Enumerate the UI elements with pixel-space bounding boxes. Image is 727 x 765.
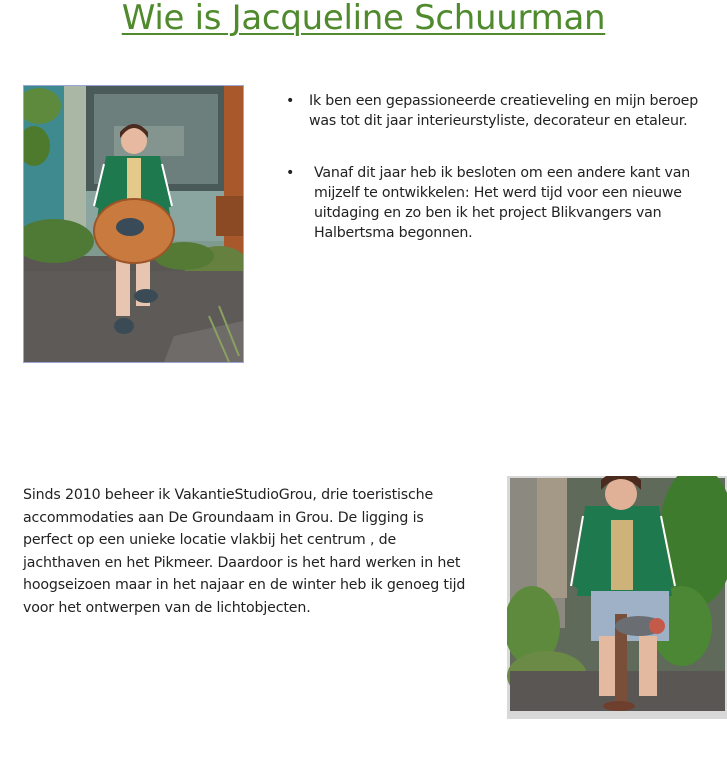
photo-illustration [24, 86, 243, 362]
photo-woman-with-copper-object [23, 85, 244, 363]
intro-bullet-list [286, 91, 727, 243]
photo-woman-working-metal [507, 476, 727, 719]
intro-bullet-1: • Ik ben een gepassioneerde creatieveling en mijn beroep was tot dit jaar interieurstyliste, decorateur en etaleur. [286, 91, 727, 131]
studio-paragraph: Sinds 2010 beheer ik VakantieStudioGrou, drie toeristische accommodaties aan De Groundaam in Grou. De ligging is perfect op een unieke locatie vlakbij het centrum , de jachthaven en het Pikmeer. Daardoor is het hard werken in het hoogseizoen maar in het najaar en de winter heb ik genoeg tijd voor het ontwerpen van de lichtobjecten. [23, 487, 466, 616]
page-title [0, 0, 727, 42]
page-title-text: Wie is Jacqueline Schuurman [121, 0, 606, 38]
intro-bullet-2: • Vanaf dit jaar heb ik besloten om een andere kant van mijzelf te ontwikkelen: Het werd tijd voor een nieuwe uitdaging en zo ben ik het project Blikvangers van Halbertsma begonnen. [286, 163, 727, 243]
photo-illustration-2 [507, 476, 727, 719]
